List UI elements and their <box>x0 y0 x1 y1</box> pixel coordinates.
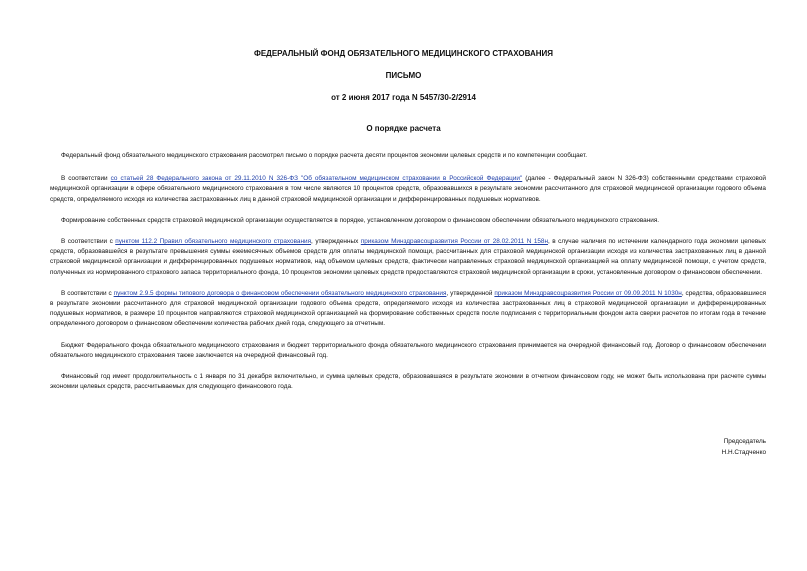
paragraph-own-funds: Формирование собственных средств страховой медицинской организации осуществляется в порядке, установленном договором о финансовом обеспечении обязательного медицинского страхования. <box>61 216 660 224</box>
paragraph-text: , в случае наличия по истечении календарного года экономии целевых средств, образовавшейся в результате превышения суммы ежемесячных объемов средств для оплаты медицинской помощи, рассчитанных для страховой медицинской организации исходя из количества застрахованных лиц в данной страховой медицинской организации и дифференцированных подушевых нормативов, над объемом целевых средств, фактически направленных страховой медицинской организацией на оплату медицинской помощи, с учетом средств, полученных из нормированного страхового запаса территориального фонда, 10 процентов экономии целевых средств предоставляются страховой медицинской организации в сроки, установленные договором о финансовом обеспечении. <box>50 238 766 276</box>
document-date-number: от 2 июня 2017 года N 5457/30-2/2914 <box>331 93 476 102</box>
paragraph-text: , утвержденных <box>311 238 361 246</box>
paragraph-rules-112-2 <box>50 237 766 278</box>
document-body <box>50 151 766 403</box>
paragraph-text: В соответствии с <box>61 238 116 246</box>
paragraph-intro: Федеральный фонд обязательного медицинского страхования рассмотрел письмо о порядке расчета десяти процентов экономии целевых средств и по компетенции сообщает. <box>61 152 588 159</box>
paragraph-law-326 <box>50 174 766 205</box>
link-contract-2-9-5[interactable]: пунктом 2.9.5 формы типового договора о финансовом обеспечении обязательного медицинского страхования <box>113 289 447 297</box>
paragraph-text: В соответствии <box>61 175 111 183</box>
document-subject: О порядке расчета <box>366 124 441 133</box>
organization-title: ФЕДЕРАЛЬНЫЙ ФОНД ОБЯЗАТЕЛЬНОГО МЕДИЦИНСКОГО СТРАХОВАНИЯ <box>253 49 553 58</box>
paragraph-text: , утвержденной <box>446 289 495 297</box>
document-type: ПИСЬМО <box>385 71 422 80</box>
link-order-158n[interactable]: приказом Минздравсоцразвития России от 28.02.2011 N 158н <box>360 238 549 246</box>
paragraph-contract-2-9-5 <box>50 289 766 330</box>
paragraph-text: , средства, образовавшиеся в результате экономии рассчитанного для страховой медицинской организации годового объема средств, определяемого исходя из количества застрахованных лиц в страховой медицинской организации и дифференцированных подушевых нормативов, в размере 10 процентов направляются страховой медицинской организацией на формирование собственных средств после подписания с территориальным фондом акта сверки расчетов по итогам года в течение определенного договором о финансовом обеспечении количества рабочих дней года, следующего за отчетным. <box>50 289 766 328</box>
paragraph-financial-year: Финансовый год имеет продолжительность с 1 января по 31 декабря включительно, и сумма целевых средств, образовавшаяся в результате экономии в отчетном финансовом году, не может быть использована при расчете суммы экономии целевых средств, рассчитываемых для следующего финансового года. <box>50 373 766 391</box>
paragraph-text: (далее - Федеральный закон N 326-ФЗ) собственными средствами страховой медицинской организации в сфере обязательного медицинского страхования в том числе являются 10 процентов средств, образовавшихся в результате экономии рассчитанного для страховой медицинской организации годового объема средств, определяемого исходя из количества застрахованных лиц в данной страховой медицинской организации и дифференцированных подушевых нормативов. <box>50 175 767 203</box>
signature-name: Н.Н.Стадченко <box>721 448 766 456</box>
link-law-326-article-28[interactable]: со статьей 28 Федерального закона от 29.11.2010 N 326-ФЗ "Об обязательном медицинском страховании в Российской Федерации" <box>110 175 523 183</box>
link-rules-112-2[interactable]: пунктом 112.2 Правил обязательного медицинского страхования <box>115 238 312 246</box>
paragraph-text: В соответствии с <box>61 289 114 297</box>
paragraph-budget: Бюджет Федерального фонда обязательного медицинского страхования и бюджет территориального фонда обязательного медицинского страхования принимается на очередной финансовый год. Договор о финансовом обеспечении обязательного медицинского страхования также заключается на очередной финансовый год. <box>50 341 766 359</box>
signature-block <box>722 437 766 458</box>
link-order-1030n[interactable]: приказом Минздравсоцразвития России от 09.09.2011 N 1030н <box>494 289 682 297</box>
signature-title: Председатель <box>723 438 766 445</box>
